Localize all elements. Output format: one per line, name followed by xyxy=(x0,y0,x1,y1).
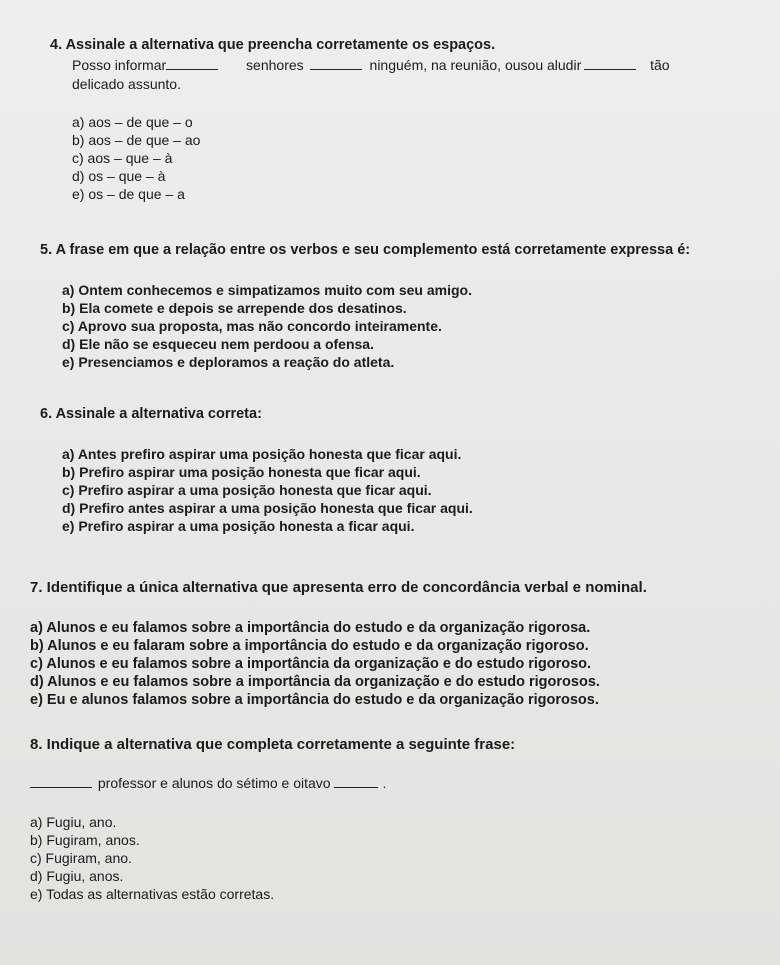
q4-blank-1 xyxy=(166,57,218,70)
q8-blank-2 xyxy=(334,775,378,788)
question-4-sentence-line-1 xyxy=(72,57,670,73)
q6-option-c[interactable]: c) Prefiro aspirar a uma posição honesta que ficar aqui. xyxy=(62,482,432,498)
question-8-title: 8. Indique a alternativa que completa corretamente a seguinte frase: xyxy=(30,736,516,753)
q6-option-b[interactable]: b) Prefiro aspirar uma posição honesta que ficar aqui. xyxy=(62,464,421,480)
q4-blank-3 xyxy=(584,57,636,70)
q7-option-e[interactable]: e) Eu e alunos falamos sobre a importância do estudo e da organização rigorosos. xyxy=(30,692,599,708)
q4-option-e[interactable]: e) os – de que – a xyxy=(72,186,185,202)
question-7-title: 7. Identifique a única alternativa que apresenta erro de concordância verbal e nominal. xyxy=(30,579,647,596)
q4-option-d[interactable]: d) os – que – à xyxy=(72,168,166,184)
q4-option-c[interactable]: c) aos – que – à xyxy=(72,150,173,166)
q4-text-3: ninguém, na reunião, ousou aludir xyxy=(369,57,582,73)
question-6-title: 6. Assinale a alternativa correta: xyxy=(40,406,262,422)
q5-option-e[interactable]: e) Presenciamos e deploramos a reação do atleta. xyxy=(62,354,395,370)
q8-option-a[interactable]: a) Fugiu, ano. xyxy=(30,814,117,830)
q7-option-c[interactable]: c) Alunos e eu falamos sobre a importância da organização e do estudo rigoroso. xyxy=(30,656,592,672)
question-5-title: 5. A frase em que a relação entre os verbos e seu complemento está corretamente expressa é: xyxy=(40,242,691,258)
question-8-sentence xyxy=(30,775,386,791)
q4-option-b[interactable]: b) aos – de que – ao xyxy=(72,132,201,148)
q6-option-e[interactable]: e) Prefiro aspirar a uma posição honesta a ficar aqui. xyxy=(62,518,415,534)
q8-option-b[interactable]: b) Fugiram, anos. xyxy=(30,832,140,848)
q8-option-e[interactable]: e) Todas as alternativas estão corretas. xyxy=(30,886,275,902)
q8-text-1: professor e alunos do sétimo e oitavo xyxy=(97,775,331,791)
q8-option-d[interactable]: d) Fugiu, anos. xyxy=(30,868,124,884)
q4-text-1: Posso informar xyxy=(72,57,167,73)
q5-option-d[interactable]: d) Ele não se esqueceu nem perdoou a ofensa. xyxy=(62,336,374,352)
q6-option-a[interactable]: a) Antes prefiro aspirar uma posição honesta que ficar aqui. xyxy=(62,446,462,462)
q8-option-c[interactable]: c) Fugiram, ano. xyxy=(30,850,132,866)
q5-option-a[interactable]: a) Ontem conhecemos e simpatizamos muito com seu amigo. xyxy=(62,282,472,298)
q8-period: . xyxy=(382,775,387,791)
q4-option-a[interactable]: a) aos – de que – o xyxy=(72,114,193,130)
q7-option-b[interactable]: b) Alunos e eu falaram sobre a importância do estudo e da organização rigoroso. xyxy=(30,638,589,654)
q7-option-d[interactable]: d) Alunos e eu falamos sobre a importância da organização e do estudo rigorosos. xyxy=(30,674,600,690)
q8-blank-1 xyxy=(30,775,92,788)
question-4-sentence-line-2: delicado assunto. xyxy=(72,76,181,92)
q7-option-a[interactable]: a) Alunos e eu falamos sobre a importância do estudo e da organização rigorosa. xyxy=(30,620,591,636)
question-4-title: 4. Assinale a alternativa que preencha corretamente os espaços. xyxy=(50,37,496,53)
q4-blank-2 xyxy=(310,57,362,70)
q5-option-c[interactable]: c) Aprovo sua proposta, mas não concordo inteiramente. xyxy=(62,318,442,334)
q4-text-2: senhores xyxy=(246,57,304,73)
q4-text-4: tão xyxy=(650,57,670,73)
q5-option-b[interactable]: b) Ela comete e depois se arrepende dos desatinos. xyxy=(62,300,407,316)
q6-option-d[interactable]: d) Prefiro antes aspirar a uma posição honesta que ficar aqui. xyxy=(62,500,473,516)
